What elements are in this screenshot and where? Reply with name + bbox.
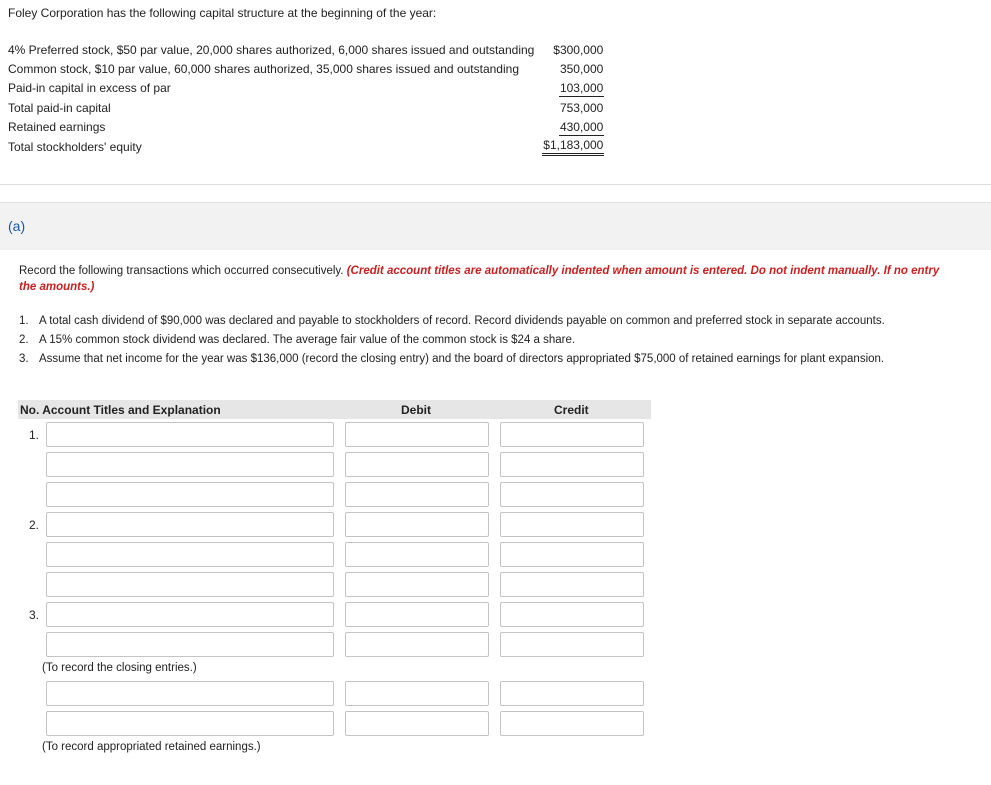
account-title-input[interactable]: [46, 512, 334, 537]
capital-label: Total paid-in capital: [8, 100, 111, 115]
capital-amount: 753,000: [559, 100, 604, 115]
journal-col-debit: Debit: [401, 403, 431, 417]
capital-label: 4% Preferred stock, $50 par value, 20,000 shares authorized, 6,000 shares issued and outstanding: [8, 42, 535, 57]
capital-amount: 430,000: [559, 119, 604, 134]
credit-input[interactable]: [500, 542, 644, 567]
account-title-input[interactable]: [46, 681, 334, 706]
transaction-text: Assume that net income for the year was $136,000 (record the closing entry) and the board of directors appropriated $75,000 of retained earnings for plant expansion.: [39, 353, 885, 365]
transaction-item: [19, 351, 885, 370]
transaction-item: [19, 332, 885, 351]
debit-input[interactable]: [345, 632, 489, 657]
debit-input[interactable]: [345, 542, 489, 567]
account-title-input[interactable]: [46, 572, 334, 597]
capital-label: Retained earnings: [8, 120, 106, 135]
debit-input[interactable]: [345, 512, 489, 537]
journal-header: [18, 400, 651, 419]
instructions-warning: (Credit account titles are automatically indented when amount is entered. Do not indent manually. If no entry: [346, 265, 940, 277]
credit-input[interactable]: [500, 512, 644, 537]
account-title-input[interactable]: [46, 422, 334, 447]
credit-input[interactable]: [500, 632, 644, 657]
capital-amount: $300,000: [553, 42, 604, 57]
capital-amount: 103,000: [559, 80, 604, 95]
account-title-input[interactable]: [46, 632, 334, 657]
instructions-text: Record the following transactions which occurred consecutively.: [19, 265, 347, 277]
part-label: (a): [8, 218, 26, 234]
part-header-band: [0, 202, 991, 250]
transaction-text: A 15% common stock dividend was declared. The average fair value of the common stock is $24 a share.: [39, 334, 576, 346]
capital-structure-table: [8, 40, 604, 156]
credit-input[interactable]: [500, 711, 644, 736]
credit-input[interactable]: [500, 452, 644, 477]
account-title-input[interactable]: [46, 602, 334, 627]
credit-input[interactable]: [500, 572, 644, 597]
account-title-input[interactable]: [46, 542, 334, 567]
account-title-input[interactable]: [46, 711, 334, 736]
credit-input[interactable]: [500, 602, 644, 627]
debit-input[interactable]: [345, 602, 489, 627]
capital-row-retained-earnings: [8, 118, 604, 137]
capital-row-total-paid-in: [8, 98, 604, 117]
debit-input[interactable]: [345, 452, 489, 477]
transaction-list: [19, 313, 885, 370]
transaction-text: A total cash dividend of $90,000 was declared and payable to stockholders of record. Record dividends payable on common and preferred stock in separate accounts.: [39, 315, 885, 327]
debit-input[interactable]: [345, 681, 489, 706]
debit-input[interactable]: [345, 572, 489, 597]
instructions: [19, 263, 991, 295]
instructions-warning-cont: the amounts.): [19, 281, 95, 293]
debit-input[interactable]: [345, 711, 489, 736]
capital-amount: 350,000: [559, 62, 604, 77]
capital-amount: $1,183,000: [542, 137, 604, 156]
entry-number-1: 1.: [29, 428, 40, 442]
credit-input[interactable]: [500, 482, 644, 507]
transaction-number: 1.: [19, 315, 29, 327]
account-title-input[interactable]: [46, 482, 334, 507]
journal-col-account: No. Account Titles and Explanation: [20, 403, 221, 417]
credit-input[interactable]: [500, 681, 644, 706]
credit-input[interactable]: [500, 422, 644, 447]
capital-label: Common stock, $10 par value, 60,000 shares authorized, 35,000 shares issued and outstanding: [8, 62, 519, 77]
closing-entry-note: (To record the closing entries.): [42, 662, 197, 674]
entry-number-2: 2.: [29, 518, 40, 532]
capital-label: Paid-in capital in excess of par: [8, 81, 171, 96]
problem-intro: Foley Corporation has the following capital structure at the beginning of the year:: [8, 6, 437, 20]
journal-col-credit: Credit: [554, 403, 589, 417]
appropriation-note: (To record appropriated retained earnings.): [42, 741, 261, 753]
account-title-input[interactable]: [46, 452, 334, 477]
capital-row-common: [8, 59, 604, 78]
section-divider: [0, 184, 991, 185]
transaction-number: 2.: [19, 334, 29, 346]
capital-label: Total stockholders' equity: [8, 139, 142, 154]
capital-row-preferred: [8, 40, 604, 59]
transaction-item: [19, 313, 885, 332]
debit-input[interactable]: [345, 422, 489, 447]
transaction-number: 3.: [19, 353, 29, 365]
debit-input[interactable]: [345, 482, 489, 507]
capital-row-total-equity: [8, 137, 604, 156]
capital-row-paid-in-excess: [8, 79, 604, 98]
entry-number-3: 3.: [29, 608, 40, 622]
